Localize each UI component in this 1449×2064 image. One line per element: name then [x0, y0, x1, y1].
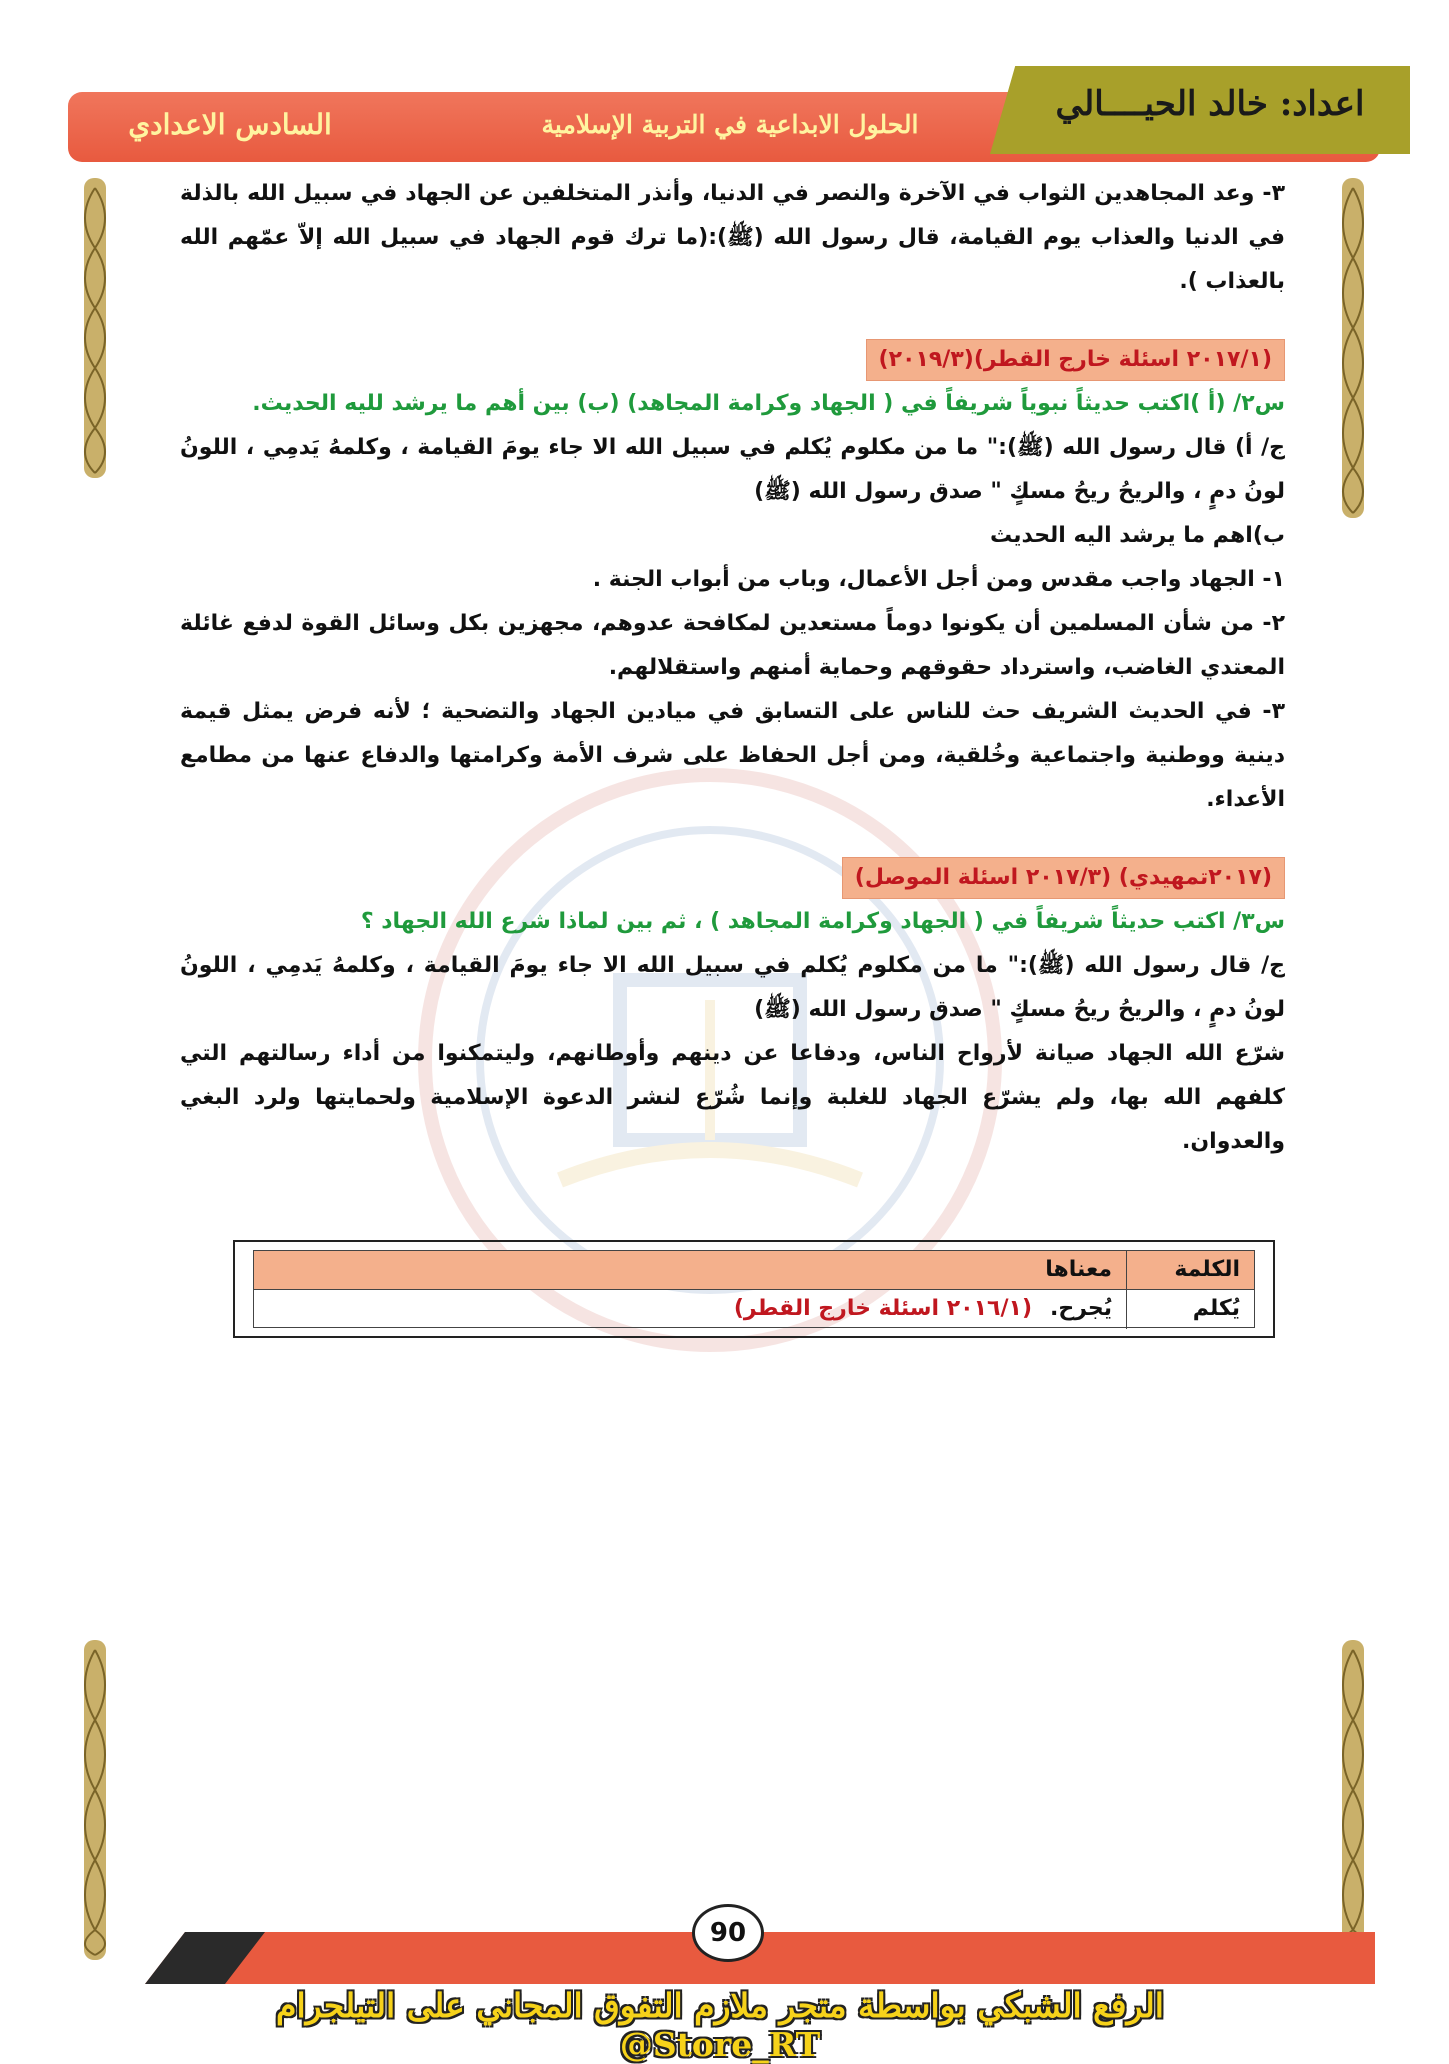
- main-content: [180, 172, 1285, 1164]
- vocab-col-word: الكلمة: [1174, 1257, 1240, 1282]
- vocab-col-meaning: معناها: [1045, 1257, 1112, 1282]
- ornament-right-top-icon: [1328, 178, 1378, 518]
- question-3: س٣/ اكتب حديثاً شريفاً في ( الجهاد وكرامة المجاهد ) ، ثم بين لماذا شرع الله الجهاد ؟: [360, 909, 1285, 934]
- answer-2b-point-2: ٢- من شأن المسلمين أن يكونوا دوماً مستعدين لمكافحة عدوهم، مجهزين بكل وسائل القوة لدفع غائلة المعتدي الغاضب، واسترداد حقوقهم وحماية أمنهم واستقلالهم.: [180, 611, 1285, 680]
- exam-tag-2: (٢٠١٧تمهيدي) (٢٠١٧/٣ اسئلة الموصل): [842, 857, 1285, 899]
- vocab-row-meaning: يُجرح.: [1049, 1296, 1112, 1321]
- answer-2b-title: ب)اهم ما يرشد اليه الحديث: [989, 523, 1285, 548]
- answer-2b-point-3: ٣- في الحديث الشريف حث للناس على التسابق في ميادين الجهاد والتضحية ؛ لأنه فرض يمثل قيمة دينية ووطنية واجتماعية وخُلقية، ومن أجل الحفاظ على شرف الأمة وكرامتها والدفاع عنها من مطامع الأعداء.: [180, 699, 1285, 812]
- grade-title: السادس الاعدادي: [128, 108, 332, 141]
- answer-3b: شرّع الله الجهاد صيانة لأرواح الناس، ودفاعا عن دينهم وأوطانهم، وليتمكنوا من أداء رسالتهم التي كلفهم الله بها، ولم يشرّع الجهاد للغلبة وإنما شُرّع لنشر الدعوة الإسلامية ولحمايتها ولرد البغي والعدوان.: [180, 1041, 1285, 1154]
- book-title: الحلول الابداعية في التربية الإسلامية: [541, 110, 919, 139]
- vocab-row-exam-tag: (٢٠١٦/١ اسئلة خارج القطر): [733, 1296, 1032, 1321]
- ornament-right-bottom-icon: [1328, 1640, 1378, 1960]
- upload-note: الرفع الشبكي بواسطة متجر ملازم التفوق المجاني على التيلجرام @Store_RT: [276, 1986, 1164, 2064]
- ornament-left-bottom-icon: [70, 1640, 120, 1960]
- paragraph-jihad-promise: ٣- وعد المجاهدين الثواب في الآخرة والنصر في الدنيا، وأنذر المتخلفين عن الجهاد في سبيل الله بالذلة في الدنيا والعذاب يوم القيامة، قال رسول الله (ﷺ):(ما ترك قوم الجهاد في سبيل الله إلاّ عمّهم الله بالعذاب ).: [180, 181, 1285, 294]
- page-number: 90: [692, 1904, 764, 1962]
- answer-2b-point-1: ١- الجهاد واجب مقدس ومن أجل الأعمال، وباب من أبواب الجنة .: [592, 567, 1285, 592]
- vocab-table: [233, 1240, 1275, 1338]
- exam-tag-1: (٢٠١٧/١ اسئلة خارج القطر)(٢٠١٩/٣): [866, 339, 1285, 381]
- question-2: س٢/ (أ )اكتب حديثاً نبوياً شريفاً في ( الجهاد وكرامة المجاهد) (ب) بين أهم ما يرشد لليه الحديث.: [252, 391, 1285, 416]
- answer-2a: ج/ أ) قال رسول الله (ﷺ):" ما من مكلوم يُكلم في سبيل الله الا جاء يومَ القيامة ، وكلمهُ يَدمِي ، اللونُ لونُ دمٍ ، والريحُ ريحُ مسكٍ " صدق رسول الله (ﷺ): [180, 435, 1285, 504]
- author-name: اعداد: خالد الحيــــالي: [1055, 84, 1365, 124]
- vocab-row-word: يُكلم: [1192, 1296, 1240, 1321]
- ornament-left-top-icon: [70, 178, 120, 478]
- answer-3a: ج/ قال رسول الله (ﷺ):" ما من مكلوم يُكلم في سبيل الله الا جاء يومَ القيامة ، وكلمهُ يَدمِي ، اللونُ لونُ دمٍ ، والريحُ ريحُ مسكٍ " صدق رسول الله (ﷺ): [180, 953, 1285, 1022]
